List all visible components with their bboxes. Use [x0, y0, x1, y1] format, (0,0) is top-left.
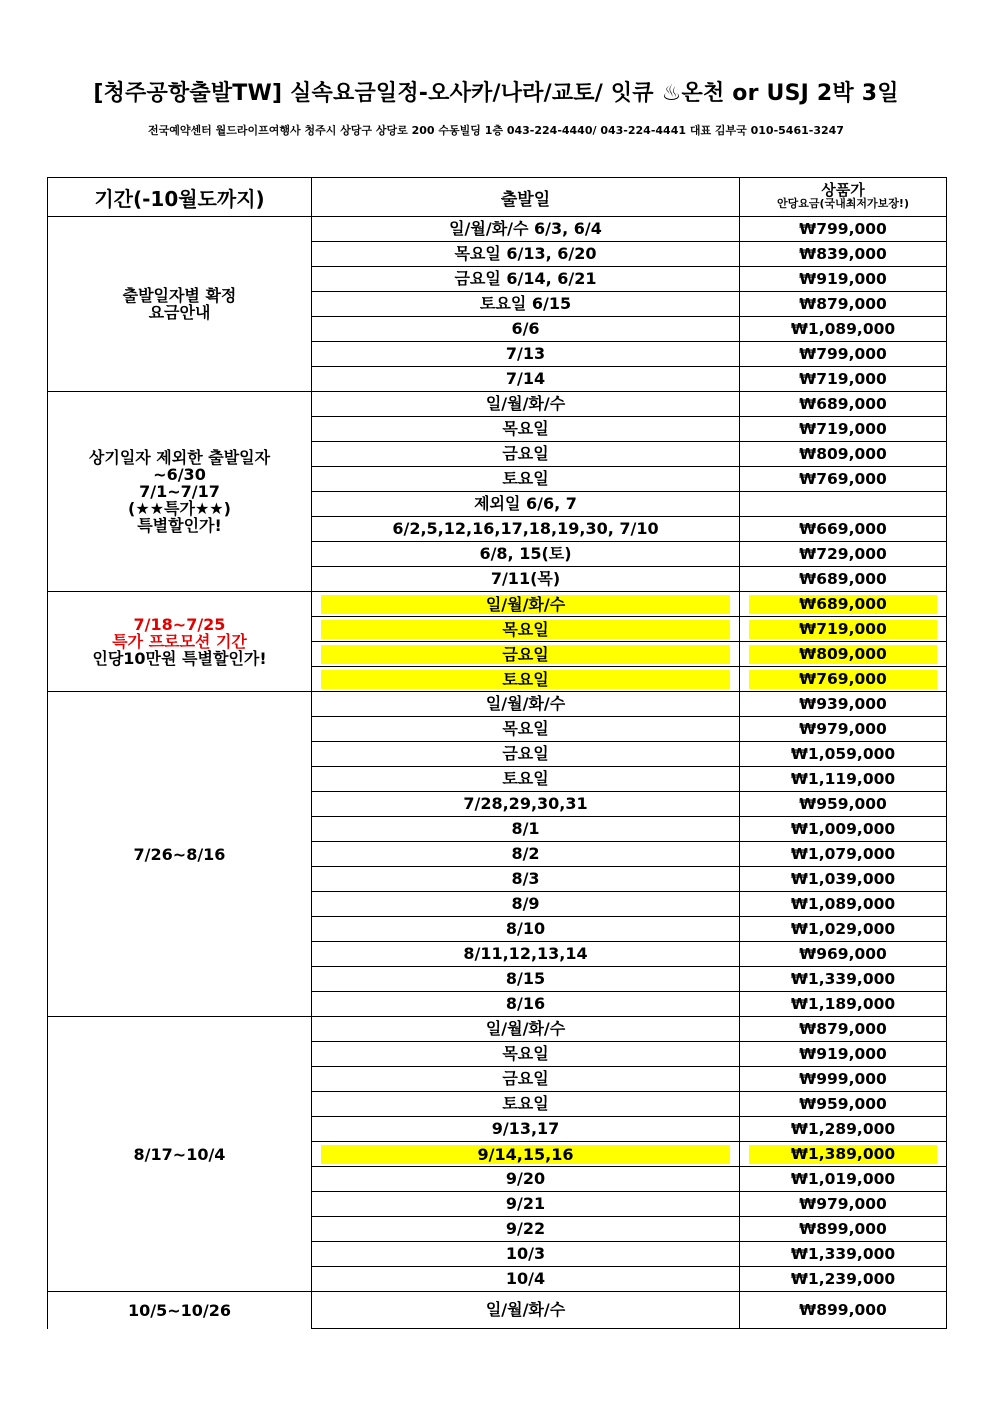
departure-date: 제외일 6/6, 7: [474, 494, 577, 513]
price-value: ₩1,119,000: [790, 770, 896, 788]
price-value: ₩769,000: [749, 670, 937, 689]
departure-cell: [312, 442, 740, 467]
price-value: ₩719,000: [799, 420, 887, 438]
price-cell: [740, 392, 947, 417]
price-cell: [740, 967, 947, 992]
departure-cell: [312, 1267, 740, 1292]
period-line: 특별할인가!: [137, 516, 222, 535]
price-value: ₩879,000: [799, 1020, 887, 1038]
departure-date: 목요일: [502, 419, 549, 438]
departure-date: 일/월/화/수: [485, 1019, 566, 1038]
departure-cell: [312, 1042, 740, 1067]
price-cell: [740, 1192, 947, 1217]
period-line: 상기일자 제외한 출발일자: [88, 448, 271, 467]
price-value: ₩1,009,000: [790, 820, 896, 838]
price-value: ₩1,239,000: [790, 1270, 896, 1288]
departure-cell: [312, 1167, 740, 1192]
departure-date: 금요일: [502, 744, 549, 763]
period-line: 7/1~7/17: [139, 482, 220, 501]
price-cell: [740, 1067, 947, 1092]
departure-cell: [312, 842, 740, 867]
price-cell: [740, 592, 947, 617]
price-cell: [740, 1217, 947, 1242]
period-line: 인당10만원 특별할인가!: [92, 649, 267, 668]
period-line: 요금안내: [148, 303, 211, 322]
departure-cell: [312, 992, 740, 1017]
price-cell: [740, 992, 947, 1017]
departure-cell: [312, 592, 740, 617]
departure-date: 일/월/화/수 6/3, 6/4: [449, 219, 602, 238]
price-cell: [740, 692, 947, 717]
departure-date: 목요일 6/13, 6/20: [454, 244, 597, 263]
departure-cell: [312, 642, 740, 667]
table-row: [48, 392, 947, 417]
price-cell: [740, 842, 947, 867]
price-value: ₩669,000: [799, 520, 887, 538]
departure-date: 6/2,5,12,16,17,18,19,30, 7/10: [392, 519, 659, 538]
price-value: ₩919,000: [799, 270, 887, 288]
header-price-note: 안당요금(국내최저가보장!): [777, 197, 909, 210]
price-table: [47, 177, 947, 1329]
departure-date: 8/1: [511, 819, 540, 838]
period-line: 10/5~10/26: [127, 1300, 232, 1320]
table-row: [48, 1017, 947, 1042]
price-value: ₩1,079,000: [790, 845, 896, 863]
departure-cell: [312, 242, 740, 267]
price-cell: [740, 217, 947, 242]
price-value: ₩689,000: [799, 570, 887, 588]
period-cell: [48, 217, 312, 392]
price-value: ₩719,000: [749, 620, 937, 639]
table-row: [48, 592, 947, 617]
departure-date: 목요일: [502, 1044, 549, 1063]
price-value: ₩969,000: [799, 945, 887, 963]
price-value: ₩729,000: [799, 545, 887, 563]
price-cell: [740, 792, 947, 817]
price-cell: [740, 1042, 947, 1067]
departure-date: 7/13: [505, 344, 546, 363]
departure-date: 10/3: [505, 1244, 546, 1263]
departure-date: 8/15: [505, 969, 546, 988]
departure-cell: [312, 767, 740, 792]
departure-cell: [312, 417, 740, 442]
header-period: 기간(-10월도까지): [48, 178, 312, 217]
price-value: ₩999,000: [799, 1070, 887, 1088]
period-cell: [48, 1017, 312, 1292]
price-cell: [740, 442, 947, 467]
departure-cell: [312, 717, 740, 742]
price-value: ₩939,000: [799, 695, 887, 713]
price-value: ₩1,039,000: [790, 870, 896, 888]
departure-cell: [312, 217, 740, 242]
price-cell: [740, 417, 947, 442]
table-row: [48, 217, 947, 242]
agency-info: 전국예약센터 월드라이프여행사 청주시 상당구 상당로 200 수동빌딩 1층 043-224-4440/ 043-224-4441 대표 김부국 010-5461-3247: [148, 124, 844, 137]
header-row: [48, 178, 947, 217]
departure-cell: [312, 567, 740, 592]
departure-date: 8/10: [505, 919, 546, 938]
departure-date: 토요일 6/15: [479, 294, 572, 313]
price-value: ₩689,000: [799, 395, 887, 413]
departure-date: 목요일: [502, 719, 549, 738]
price-value: ₩809,000: [799, 445, 887, 463]
price-cell: [740, 1017, 947, 1042]
period-line: 출발일자별 확정: [122, 286, 237, 305]
price-table-body: [48, 217, 947, 1329]
departure-cell: [312, 1217, 740, 1242]
departure-cell: [312, 1192, 740, 1217]
departure-cell: [312, 1142, 740, 1167]
price-cell: [740, 867, 947, 892]
departure-cell: [312, 1092, 740, 1117]
price-cell: [740, 742, 947, 767]
price-value: ₩1,089,000: [790, 320, 896, 338]
departure-cell: [312, 867, 740, 892]
departure-date: 일/월/화/수: [321, 595, 730, 614]
price-cell: [740, 642, 947, 667]
departure-cell: [312, 317, 740, 342]
price-cell: [740, 1242, 947, 1267]
departure-date: 목요일: [321, 620, 730, 639]
departure-cell: [312, 667, 740, 692]
price-cell: [740, 367, 947, 392]
price-cell: [740, 1292, 947, 1329]
departure-date: 토요일: [502, 469, 549, 488]
departure-cell: [312, 542, 740, 567]
price-value: ₩1,389,000: [749, 1145, 937, 1164]
departure-date: 8/2: [511, 844, 540, 863]
header-price: [740, 178, 947, 217]
price-cell: [740, 342, 947, 367]
price-value: ₩1,029,000: [790, 920, 896, 938]
price-value: ₩1,289,000: [790, 1120, 896, 1138]
header-departure: 출발일: [312, 178, 740, 217]
departure-date: 금요일: [502, 444, 549, 463]
departure-cell: [312, 1067, 740, 1092]
period-line: 7/26~8/16: [133, 844, 226, 864]
departure-cell: [312, 1292, 740, 1329]
price-cell: [740, 1267, 947, 1292]
departure-date: 토요일: [321, 670, 730, 689]
departure-cell: [312, 517, 740, 542]
price-value: ₩979,000: [799, 720, 887, 738]
price-cell: [740, 542, 947, 567]
price-value: ₩979,000: [799, 1195, 887, 1213]
price-value: ₩899,000: [799, 1220, 887, 1238]
departure-cell: [312, 492, 740, 517]
departure-date: 9/13,17: [491, 1119, 560, 1138]
departure-date: 9/22: [505, 1219, 546, 1238]
departure-date: 10/4: [505, 1269, 546, 1288]
price-value: ₩919,000: [799, 1045, 887, 1063]
departure-cell: [312, 917, 740, 942]
price-cell: [740, 667, 947, 692]
departure-cell: [312, 692, 740, 717]
departure-cell: [312, 967, 740, 992]
price-cell: [740, 817, 947, 842]
departure-cell: [312, 892, 740, 917]
price-cell: [740, 1092, 947, 1117]
price-value: ₩689,000: [749, 595, 937, 614]
price-value: ₩799,000: [799, 220, 887, 238]
price-value: ₩959,000: [799, 795, 887, 813]
price-cell: [740, 617, 947, 642]
price-value: ₩1,059,000: [790, 745, 896, 763]
price-value: ₩719,000: [799, 370, 887, 388]
departure-cell: [312, 1117, 740, 1142]
period-line: 7/18~7/25: [133, 615, 226, 634]
departure-date: 일/월/화/수: [485, 394, 566, 413]
departure-cell: [312, 267, 740, 292]
departure-cell: [312, 942, 740, 967]
departure-date: 8/3: [511, 869, 540, 888]
departure-cell: [312, 342, 740, 367]
departure-date: 일/월/화/수: [485, 1300, 566, 1319]
price-cell: [740, 242, 947, 267]
departure-cell: [312, 392, 740, 417]
price-cell: [740, 317, 947, 342]
price-cell: [740, 267, 947, 292]
price-value: ₩1,019,000: [790, 1170, 896, 1188]
departure-cell: [312, 1017, 740, 1042]
price-value: ₩1,339,000: [790, 970, 896, 988]
price-cell: [740, 517, 947, 542]
departure-date: 일/월/화/수: [485, 694, 566, 713]
departure-cell: [312, 792, 740, 817]
price-cell: [740, 567, 947, 592]
price-value: ₩1,339,000: [790, 1245, 896, 1263]
price-cell: [740, 292, 947, 317]
departure-date: 7/28,29,30,31: [463, 794, 588, 813]
price-cell: [740, 1142, 947, 1167]
period-line: (★★특가★★): [128, 499, 231, 518]
departure-date: 9/20: [505, 1169, 546, 1188]
price-cell: [740, 492, 947, 517]
header-price-label: 상품가: [821, 181, 865, 199]
period-cell: [48, 392, 312, 592]
departure-date: 9/14,15,16: [321, 1145, 730, 1164]
departure-cell: [312, 467, 740, 492]
table-row: [48, 1292, 947, 1329]
departure-date: 금요일 6/14, 6/21: [454, 269, 597, 288]
departure-cell: [312, 292, 740, 317]
price-value: ₩1,089,000: [790, 895, 896, 913]
price-cell: [740, 467, 947, 492]
price-cell: [740, 917, 947, 942]
departure-cell: [312, 742, 740, 767]
period-line: 8/17~10/4: [133, 1144, 226, 1164]
price-value: ₩959,000: [799, 1095, 887, 1113]
departure-date: 토요일: [502, 1094, 549, 1113]
price-value: ₩839,000: [799, 245, 887, 263]
price-cell: [740, 892, 947, 917]
departure-cell: [312, 817, 740, 842]
price-cell: [740, 942, 947, 967]
departure-date: 금요일: [321, 645, 730, 664]
departure-date: 7/11(목): [490, 569, 561, 588]
departure-date: 6/6: [511, 319, 540, 338]
table-row: [48, 692, 947, 717]
price-value: ₩769,000: [799, 470, 887, 488]
departure-date: 9/21: [505, 1194, 546, 1213]
period-cell: [48, 592, 312, 692]
departure-date: 8/11,12,13,14: [463, 944, 588, 963]
price-value: ₩809,000: [749, 645, 937, 664]
departure-date: 6/8, 15(토): [479, 544, 572, 563]
price-value: ₩1,189,000: [790, 995, 896, 1013]
price-cell: [740, 1167, 947, 1192]
departure-cell: [312, 367, 740, 392]
price-cell: [740, 1117, 947, 1142]
price-cell: [740, 717, 947, 742]
departure-cell: [312, 1242, 740, 1267]
price-value: ₩899,000: [799, 1301, 887, 1319]
departure-date: 7/14: [505, 369, 546, 388]
departure-date: 8/9: [511, 894, 540, 913]
period-line: 특가 프로모션 기간: [112, 632, 247, 651]
period-cell: [48, 692, 312, 1017]
price-cell: [740, 767, 947, 792]
departure-date: 금요일: [502, 1069, 549, 1088]
departure-date: 8/16: [505, 994, 546, 1013]
price-value: ₩799,000: [799, 345, 887, 363]
price-value: ₩879,000: [799, 295, 887, 313]
period-cell: [48, 1292, 312, 1329]
departure-date: 토요일: [502, 769, 549, 788]
departure-cell: [312, 617, 740, 642]
page-title: [청주공항출발TW] 실속요금일정-오사카/나라/교토/ 잇큐 ♨온천 or USJ 2박 3일: [93, 81, 899, 106]
period-line: ~6/30: [153, 465, 206, 484]
